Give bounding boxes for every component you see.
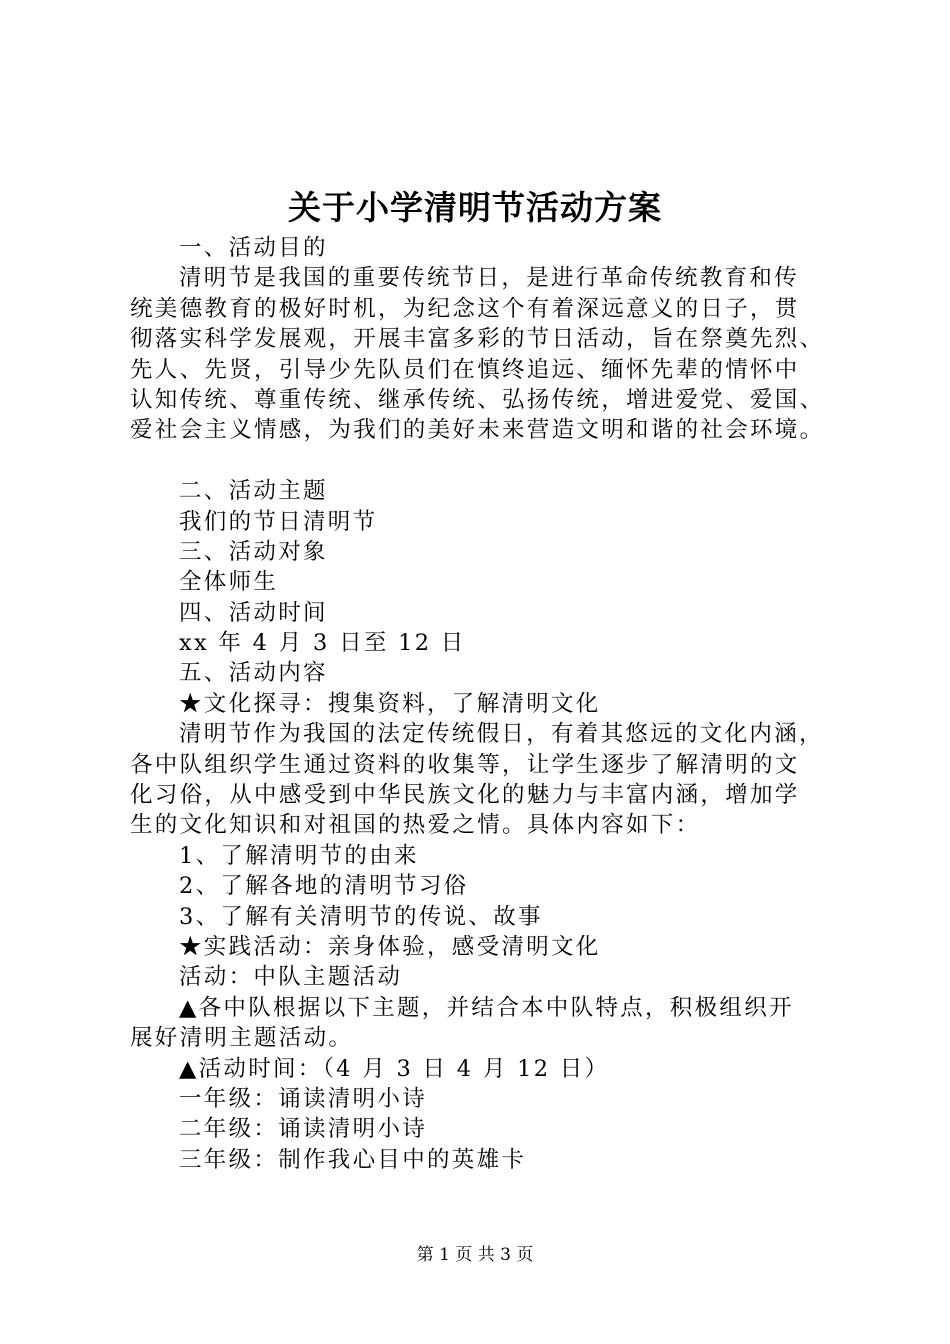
paragraph-line: 认知传统、尊重传统、继承传统、弘扬传统，增进爱党、爱国、: [130, 386, 825, 413]
section-heading: 三、活动对象: [179, 538, 328, 565]
list-item: 一年级：诵读清明小诗: [179, 1085, 428, 1112]
list-item: 三年级：制作我心目中的英雄卡: [179, 1146, 527, 1173]
paragraph-line: 展好清明主题活动。: [130, 1025, 354, 1052]
paragraph-line: 清明节作为我国的法定传统假日，有着其悠远的文化内涵，: [179, 721, 824, 748]
paragraph-line: 活动：中队主题活动: [179, 964, 403, 991]
paragraph-line: 彻落实科学发展观，开展丰富多彩的节日活动，旨在祭奠先烈、: [130, 326, 825, 353]
blank-line: [130, 446, 850, 476]
section-heading: 五、活动内容: [179, 660, 328, 687]
paragraph-line: 生的文化知识和对祖国的热爱之情。具体内容如下：: [130, 812, 701, 839]
list-item: 3、了解有关清明节的传说、故事: [179, 903, 543, 930]
section-heading: 四、活动时间: [179, 599, 328, 626]
subsection-heading: ★文化探寻：搜集资料，了解清明文化: [179, 690, 601, 717]
paragraph-line: ▲各中队根据以下主题，并结合本中队特点，积极组织开: [179, 994, 794, 1021]
paragraph-line: xx 年 4 月 3 日至 12 日: [179, 630, 466, 657]
paragraph-line: 统美德教育的极好时机，为纪念这个有着深远意义的日子，贯: [130, 295, 800, 322]
document-body: [130, 233, 850, 1175]
subsection-heading: ★实践活动：亲身体验，感受清明文化: [179, 933, 601, 960]
section-heading: 一、活动目的: [179, 235, 328, 261]
paragraph-line: 爱社会主义情感，为我们的美好未来营造文明和谐的社会环境。: [130, 417, 825, 444]
paragraph-line: 清明节是我国的重要传统节日，是进行革命传统教育和传: [179, 265, 800, 292]
page-number-footer: 第 1 页 共 3 页: [416, 1245, 534, 1265]
list-item: 2、了解各地的清明节习俗: [179, 873, 469, 900]
document-title: 关于小学清明节活动方案: [288, 188, 662, 227]
section-heading: 二、活动主题: [179, 478, 328, 505]
paragraph-line: 化习俗，从中感受到中华民族文化的魅力与丰富内涵，增加学: [130, 782, 800, 809]
list-item: 1、了解清明节的由来: [179, 842, 419, 869]
paragraph-line: 全体师生: [179, 569, 279, 596]
paragraph-line: 先人、先贤，引导少先队员们在慎终追远、缅怀先辈的情怀中: [130, 356, 800, 383]
paragraph-line: ▲活动时间：（4 月 3 日 4 月 12 日）: [179, 1055, 610, 1082]
paragraph-line: 我们的节日清明节: [179, 508, 378, 535]
paragraph-line: 各中队组织学生通过资料的收集等，让学生逐步了解清明的文: [130, 751, 800, 778]
list-item: 二年级：诵读清明小诗: [179, 1116, 428, 1143]
